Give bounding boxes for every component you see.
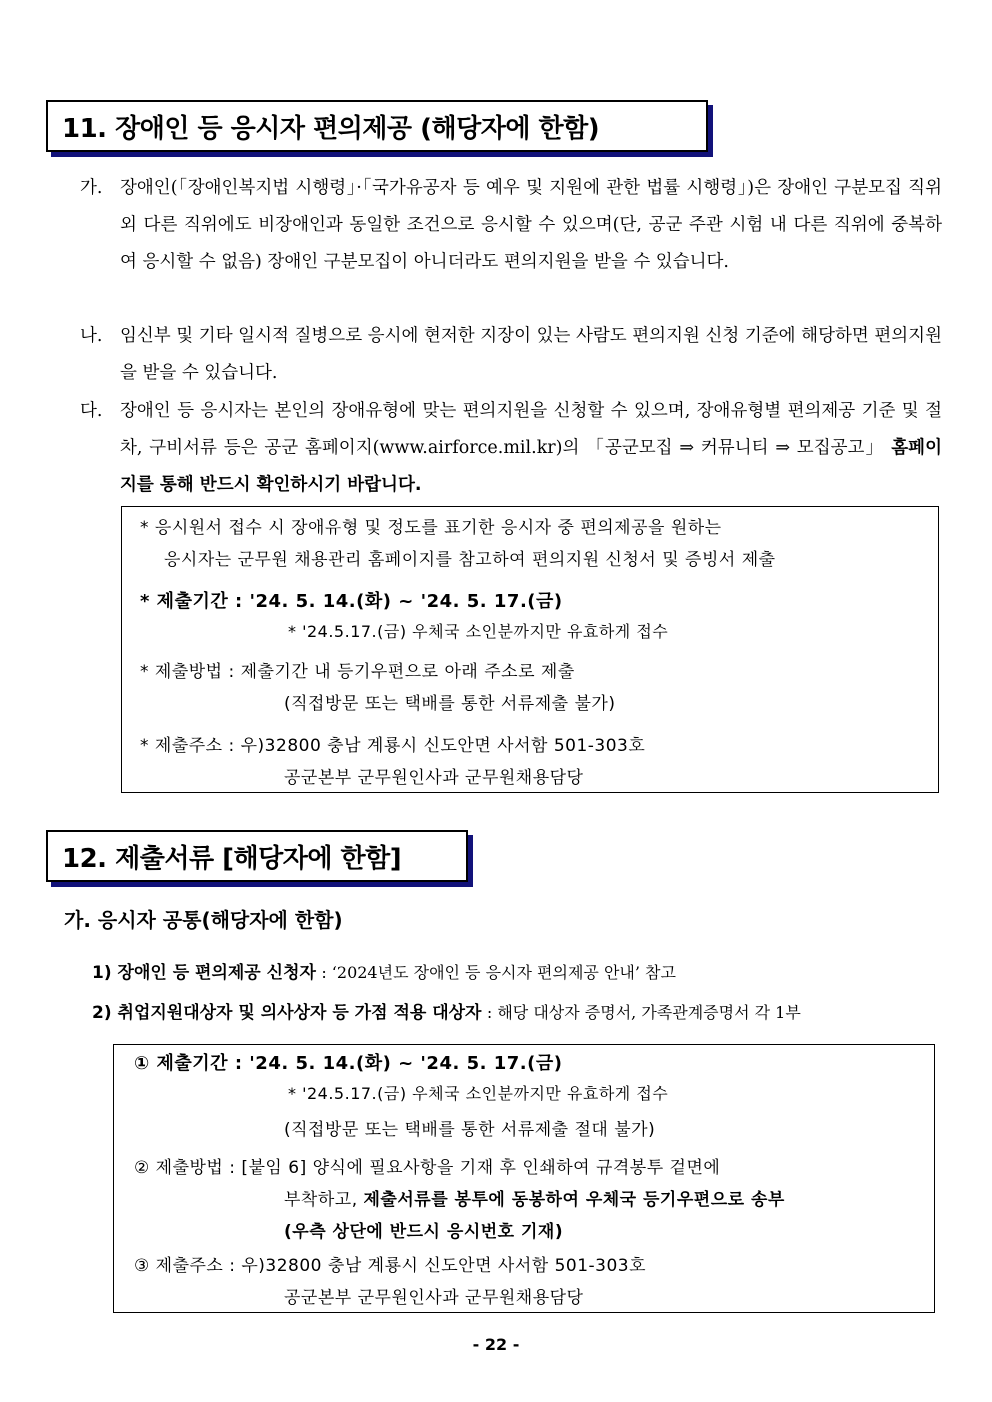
box11-address-line2: 공군본부 군무원인사과 군무원채용담당 [284,768,584,788]
paragraph-da-bold: 홈페이지를 통해 반드시 확인하시기 바랍니다. [120,438,942,495]
box11-submit-address: * 제출주소 : 우)32800 충남 계룡시 신도안면 사서함 501-303호 [140,736,646,756]
paragraph-ga [80,170,942,281]
box12-submit-period: ① 제출기간 : '24. 5. 14.(화) ~ '24. 5. 17.(금) [134,1053,563,1074]
box11-postmark-note: * '24.5.17.(금) 우체국 소인분까지만 유효하게 접수 [288,622,669,641]
box12-method-line2-bold: 제출서류를 봉투에 동봉하여 우체국 등기우편으로 송부 [363,1190,785,1210]
box12-method-line3: (우측 상단에 반드시 응시번호 기재) [284,1222,564,1242]
section-12-title-text: 12. 제출서류 [해당자에 한함] [62,843,402,874]
notice-box-12 [113,1044,935,1313]
paragraph-da [80,393,942,504]
item-1-label: 1) 장애인 등 편의제공 신청자 [92,963,316,983]
section-12-subheading: 가. 응시자 공통(해당자에 한함) [64,908,343,932]
box12-method-line2-plain: 부착하고, [284,1190,364,1210]
page-number: - 22 - [472,1335,520,1354]
box11-method-note: (직접방문 또는 택배를 통한 서류제출 불가) [284,694,616,714]
box11-line1: * 응시원서 접수 시 장애유형 및 정도를 표기한 응시자 중 편의제공을 원하는 [140,518,722,538]
paragraph-na-text: 임신부 및 기타 일시적 질병으로 응시에 현저한 지장이 있는 사람도 편의지원 신청 기준에 해당하면 편의지원을 받을 수 있습니다. [120,326,942,383]
box12-period-note: (직접방문 또는 택배를 통한 서류제출 절대 불가) [284,1120,656,1140]
section-11-title [46,100,708,152]
paragraph-na [80,318,942,392]
paragraph-da-text: 장애인 등 응시자는 본인의 장애유형에 맞는 편의지원을 신청할 수 있으며, 장애유형별 편의제공 기준 및 절차, 구비서류 등은 공군 홈페이지(www.airforce.mil.kr)의 「공군모집 ⇒ 커뮤니티 ⇒ 모집공고」 [120,401,942,458]
paragraph-ga-text: 장애인(「장애인복지법 시행령」·「국가유공자 등 예우 및 지원에 관한 법률 시행령」)은 장애인 구분모집 직위 외 다른 직위에도 비장애인과 동일한 조건으로 응시할 수 있으며(단, 공군 주관 시험 내 다른 직위에 중복하여 응시할 수 없음) 장애인 구분모집이 아니더라도 편의지원을 받을 수 있습니다. [120,178,942,272]
item-2-label: 2) 취업지원대상자 및 의사상자 등 가점 적용 대상자 [92,1003,482,1023]
section-12-title [46,830,468,882]
box11-submit-period: * 제출기간 : '24. 5. 14.(화) ~ '24. 5. 17.(금) [140,591,563,612]
section-11-title-text: 11. 장애인 등 응시자 편의제공 (해당자에 한함) [62,113,600,144]
box12-address-line2: 공군본부 군무원인사과 군무원채용담당 [284,1288,584,1308]
item-2 [92,998,801,1023]
paragraph-da-body [120,393,942,504]
paragraph-ga-label: 가. [80,178,103,198]
box11-submit-method: * 제출방법 : 제출기간 내 등기우편으로 아래 주소로 제출 [140,662,575,682]
paragraph-da-label: 다. [80,401,103,421]
box11-line2: 응시자는 군무원 채용관리 홈페이지를 참고하여 편의지원 신청서 및 증빙서 제출 [164,550,776,570]
notice-box-11 [121,506,939,793]
box12-submit-address: ③ 제출주소 : 우)32800 충남 계룡시 신도안면 사서함 501-303호 [134,1256,647,1276]
item-1-text: : ‘2024년도 장애인 등 응시자 편의제공 안내’ 참고 [321,963,676,982]
box12-method-line2 [284,1185,785,1210]
box12-submit-method: ② 제출방법 : [붙임 6] 양식에 필요사항을 기재 후 인쇄하여 규격봉투 겉면에 [134,1158,721,1178]
item-2-text: : 해당 대상자 증명서, 가족관계증명서 각 1부 [486,1003,801,1022]
box12-postmark-note: * '24.5.17.(금) 우체국 소인분까지만 유효하게 접수 [288,1084,669,1103]
item-1 [92,958,676,983]
paragraph-na-label: 나. [80,326,103,346]
